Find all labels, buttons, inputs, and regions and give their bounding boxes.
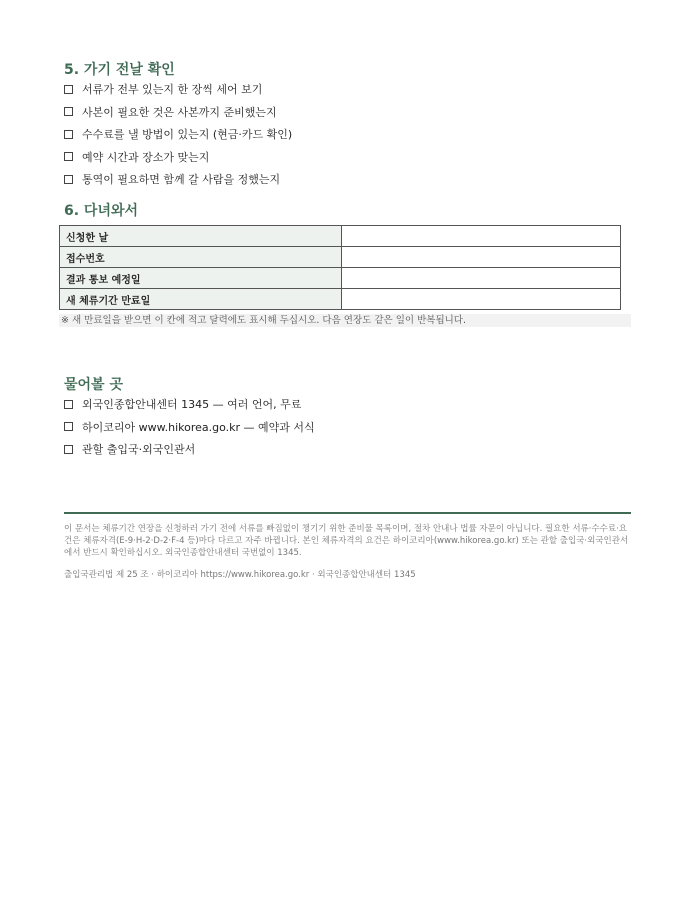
check-item-label: 예약 시간과 장소가 맞는지 — [82, 150, 210, 164]
row-value-field[interactable] — [342, 247, 621, 268]
check-item[interactable] — [64, 78, 292, 101]
table-note: ※ 새 만료일을 받으면 이 칸에 적고 달력에도 표시해 두십시오. 다음 연장도 같은 일이 반복됩니다. — [59, 314, 631, 327]
disclaimer-text: 이 문서는 체류기간 연장을 신청하러 가기 전에 서류를 빠짐없이 챙기기 위한 준비물 목록이며, 절차 안내나 법률 자문이 아닙니다. 필요한 서류·수수료·요건은 체류자격(E-9·H-2·D-2·F-4 등)마다 다르고 자주 바뀝니다. 본인 체류자격의 요건은 하이코리아(www.hikorea.go.kr) 또는 관할 출입국·외국인관서에서 반드시 확인하십시오. 외국인종합안내센터 국번없이 1345. — [64, 524, 629, 558]
check-item-label: 하이코리아 www.hikorea.go.kr — 예약과 서식 — [82, 420, 315, 434]
check-item-label: 서류가 전부 있는지 한 장씩 세어 보기 — [82, 83, 263, 97]
check-item[interactable] — [64, 438, 315, 461]
row-value-field[interactable] — [342, 268, 621, 289]
checkbox-icon[interactable] — [64, 107, 73, 116]
check-item[interactable] — [64, 416, 315, 439]
section-title-contacts: 물어볼 곳 — [64, 377, 123, 393]
row-label: 신청한 날 — [60, 226, 342, 247]
sources-text: 출입국관리법 제 25 조 · 하이코리아 https://www.hikorea.go.kr · 외국인종합안내센터 1345 — [64, 570, 416, 580]
record-table — [59, 225, 621, 310]
row-value-field[interactable] — [342, 289, 621, 310]
checkbox-icon[interactable] — [64, 422, 73, 431]
check-item-label: 수수료를 낼 방법이 있는지 (현금·카드 확인) — [82, 128, 293, 142]
check-item-label: 통역이 필요하면 함께 갈 사람을 정했는지 — [82, 173, 281, 187]
checkbox-icon[interactable] — [64, 400, 73, 409]
check-item-label: 관할 출입국·외국인관서 — [82, 443, 196, 457]
row-label: 접수번호 — [60, 247, 342, 268]
checkbox-icon[interactable] — [64, 85, 73, 94]
checkbox-icon[interactable] — [64, 445, 73, 454]
table-row — [60, 226, 621, 247]
section-title-day-before: 5. 가기 전날 확인 — [64, 62, 175, 78]
check-item[interactable] — [64, 146, 292, 169]
check-item[interactable] — [64, 101, 292, 124]
check-item[interactable] — [64, 123, 292, 146]
section-title-after-visit: 6. 다녀와서 — [64, 203, 139, 219]
row-value-field[interactable] — [342, 226, 621, 247]
row-label: 새 체류기간 만료일 — [60, 289, 342, 310]
checkbox-icon[interactable] — [64, 130, 73, 139]
check-item-label: 사본이 필요한 것은 사본까지 준비했는지 — [82, 105, 277, 119]
checklist-day-before — [64, 78, 292, 191]
footer-divider — [64, 512, 631, 514]
table-row — [60, 289, 621, 310]
table-row — [60, 247, 621, 268]
check-item-label: 외국인종합안내센터 1345 — 여러 언어, 무료 — [82, 398, 302, 412]
table-row — [60, 268, 621, 289]
check-item[interactable] — [64, 168, 292, 191]
row-label: 결과 통보 예정일 — [60, 268, 342, 289]
checkbox-icon[interactable] — [64, 175, 73, 184]
checklist-contacts — [64, 393, 315, 461]
checkbox-icon[interactable] — [64, 152, 73, 161]
check-item[interactable] — [64, 393, 315, 416]
